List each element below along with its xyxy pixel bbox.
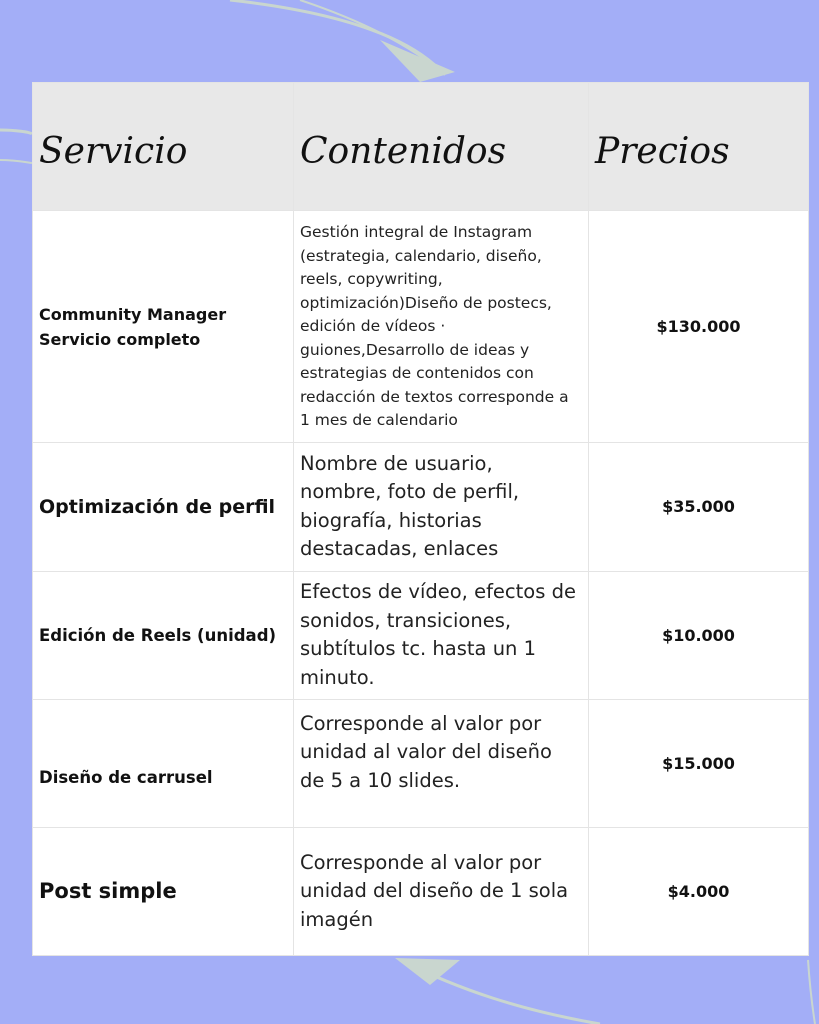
service-cell (33, 211, 294, 443)
price-cell: $130.000 (589, 211, 809, 443)
table-row (33, 699, 809, 827)
price-cell: $15.000 (589, 699, 809, 827)
table-row (33, 827, 809, 955)
table-row (33, 571, 809, 699)
price-cell: $35.000 (589, 443, 809, 571)
header-precios: Precios (589, 83, 809, 211)
table-row (33, 443, 809, 571)
table-header-row (33, 83, 809, 211)
service-cell: Post simple (33, 827, 294, 955)
table-row (33, 211, 809, 443)
content-cell: Corresponde al valor por unidad del diseño de 1 sola imagén (294, 827, 589, 955)
content-cell: Efectos de vídeo, efectos de sonidos, transiciones, subtítulos tc. hasta un 1 minuto. (294, 571, 589, 699)
service-name-line2: Servicio completo (39, 329, 201, 349)
service-cell: Optimización de perfil (33, 443, 294, 571)
price-cell: $10.000 (589, 571, 809, 699)
header-servicio: Servicio (33, 83, 294, 211)
content-cell: Gestión integral de Instagram (estrategia, calendario, diseño, reels, copywriting, optimización)Diseño de postecs, edición de vídeos · guiones,Desarrollo de ideas y estrategias de contenidos con redacción de textos corresponde a 1 mes de calendario (294, 211, 589, 443)
header-contenidos: Contenidos (294, 83, 589, 211)
content-cell: Nombre de usuario, nombre, foto de perfil, biografía, historias destacadas, enlaces (294, 443, 589, 571)
service-cell: Diseño de carrusel (33, 699, 294, 827)
service-name-line1: Community Manager (39, 304, 227, 324)
service-cell: Edición de Reels (unidad) (33, 571, 294, 699)
price-cell: $4.000 (589, 827, 809, 955)
content-cell: Corresponde al valor por unidad al valor del diseño de 5 a 10 slides. (294, 699, 589, 827)
price-table (32, 82, 809, 956)
